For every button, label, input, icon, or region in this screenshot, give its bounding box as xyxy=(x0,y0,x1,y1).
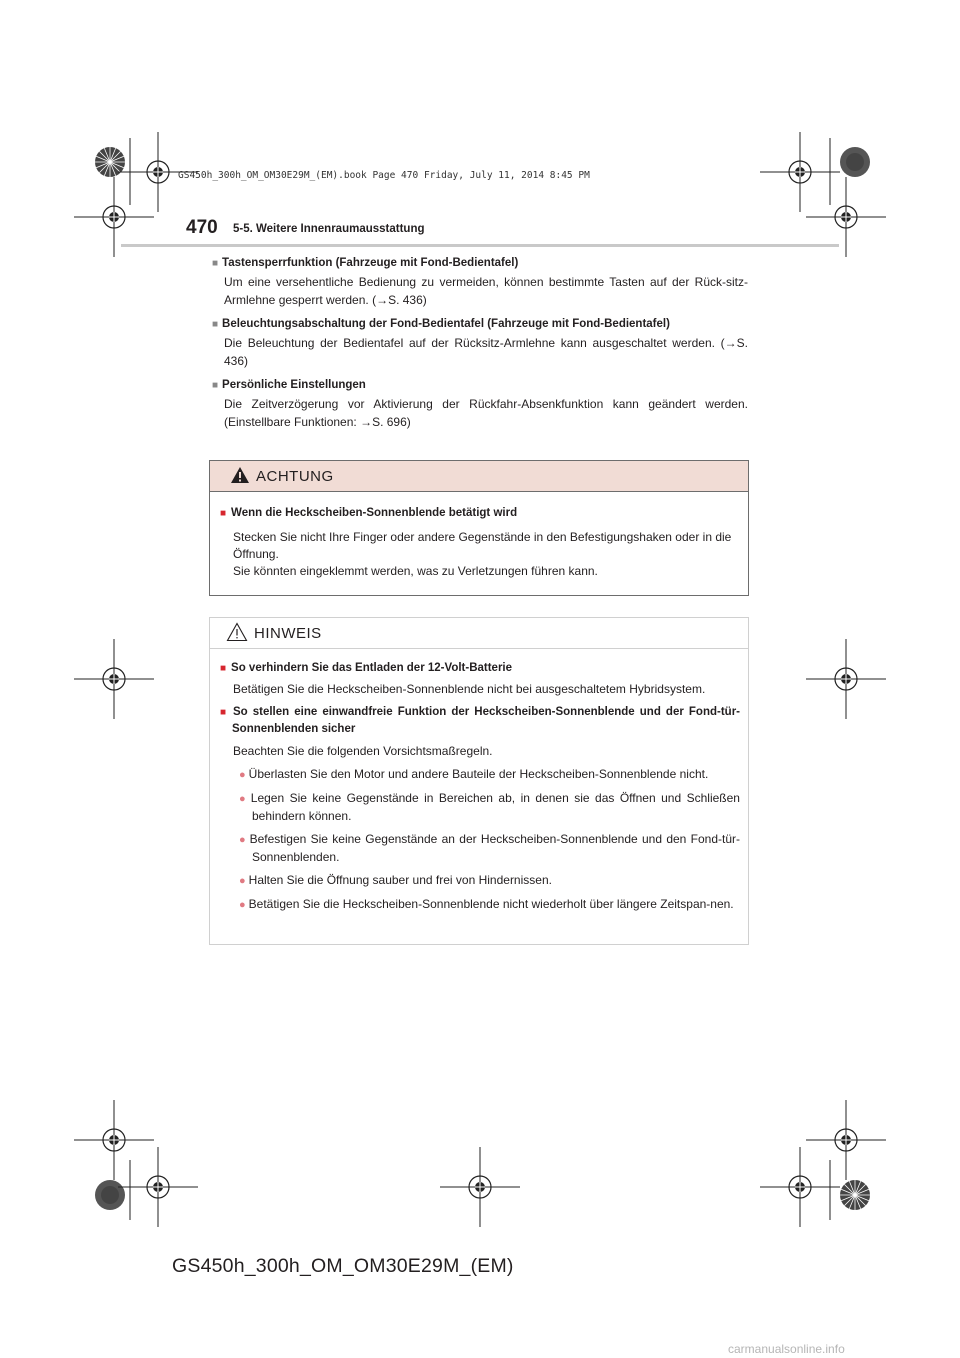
info-item-heading: Beleuchtungsabschaltung der Fond-Bedientafel (Fahrzeuge mit Fond-Bedientafel) xyxy=(222,318,670,330)
square-bullet-icon: ■ xyxy=(220,508,227,519)
round-bullet-icon: ● xyxy=(239,769,246,781)
notice-heading: So stellen eine einwandfreie Funktion der Heckscheiben-Sonnenblende und der Fond-tür-Sonnenblenden sicher xyxy=(232,706,740,735)
info-item-heading: Persönliche Einstellungen xyxy=(222,379,366,391)
notice-text: Betätigen Sie die Heckscheiben-Sonnenblende nicht bei ausgeschaltetem Hybridsystem. xyxy=(233,682,706,696)
info-item-text: Um eine versehentliche Bedienung zu vermeiden, können bestimmte Tasten auf der Rück-sitz-Armlehne gesperrt werden. (→S. 436) xyxy=(224,275,748,307)
warning-triangle-icon xyxy=(230,466,250,484)
warning-box xyxy=(209,460,749,596)
notice-bullet-item: ● Überlasten Sie den Motor und andere Bauteile der Heckscheiben-Sonnenblende nicht. xyxy=(239,767,709,781)
round-bullet-icon: ● xyxy=(239,834,247,846)
document-code: GS450h_300h_OM_OM30E29M_(EM) xyxy=(172,1255,514,1277)
warning-text: Stecken Sie nicht Ihre Finger oder andere Gegenstände in den Befestigungshaken oder in die Öffnung. xyxy=(233,530,732,561)
header-divider xyxy=(121,244,839,247)
notice-bullet-item: ● Befestigen Sie keine Gegenstände an der Heckscheiben-Sonnenblende und den Fond-tür-Sonnenblenden. xyxy=(239,832,740,864)
info-item-text: Die Zeitverzögerung vor Aktivierung der Rückfahr-Absenkfunktion kann geändert werden. (Einstellbare Funktionen: →S. 696) xyxy=(224,397,748,429)
square-bullet-icon: ■ xyxy=(220,663,227,674)
notice-heading: So verhindern Sie das Entladen der 12-Volt-Batterie xyxy=(231,662,513,674)
notice-text: Beachten Sie die folgenden Vorsichtsmaßregeln. xyxy=(233,744,493,758)
square-bullet-icon: ■ xyxy=(220,707,228,718)
info-item-lighting-off xyxy=(212,315,748,370)
info-item-heading: Tastensperrfunktion (Fahrzeuge mit Fond-Bedientafel) xyxy=(222,257,519,269)
notice-bullet-item: ● Betätigen Sie die Heckscheiben-Sonnenblende nicht wiederholt über längere Zeitspan-nen. xyxy=(239,897,734,911)
info-item-text: Die Beleuchtung der Bedientafel auf der Rücksitz-Armlehne kann ausgeschaltet werden. (→S. 436) xyxy=(224,336,748,368)
watermark: carmanualsonline.info xyxy=(728,1342,845,1356)
warning-title: ACHTUNG xyxy=(256,468,334,485)
section-title: 5-5. Weitere Innenraumausstattung xyxy=(233,223,425,235)
square-bullet-icon: ■ xyxy=(212,258,219,269)
file-info: GS450h_300h_OM_OM30E29M_(EM).book Page 470 Friday, July 11, 2014 8:45 PM xyxy=(178,170,590,181)
notice-header xyxy=(210,618,748,649)
info-items xyxy=(212,254,748,437)
round-bullet-icon: ● xyxy=(239,875,246,887)
round-bullet-icon: ● xyxy=(239,793,248,805)
round-bullet-icon: ● xyxy=(239,899,246,911)
info-item-personal-settings xyxy=(212,376,748,431)
square-bullet-icon: ■ xyxy=(212,319,219,330)
warning-text: Sie könnten eingeklemmt werden, was zu Verletzungen führen kann. xyxy=(233,564,598,578)
notice-box xyxy=(209,617,749,945)
info-item-button-lock xyxy=(212,254,748,309)
square-bullet-icon: ■ xyxy=(212,380,219,391)
notice-triangle-icon xyxy=(226,622,248,642)
notice-bullet-item: ● Halten Sie die Öffnung sauber und frei von Hindernissen. xyxy=(239,873,552,887)
notice-bullet-item: ● Legen Sie keine Gegenstände in Bereichen ab, in denen sie das Öffnen und Schließen behindern können. xyxy=(239,791,740,823)
warning-header xyxy=(210,461,748,492)
notice-title: HINWEIS xyxy=(254,625,322,642)
warning-heading: Wenn die Heckscheiben-Sonnenblende betätigt wird xyxy=(231,507,518,519)
page-number: 470 xyxy=(186,217,218,238)
